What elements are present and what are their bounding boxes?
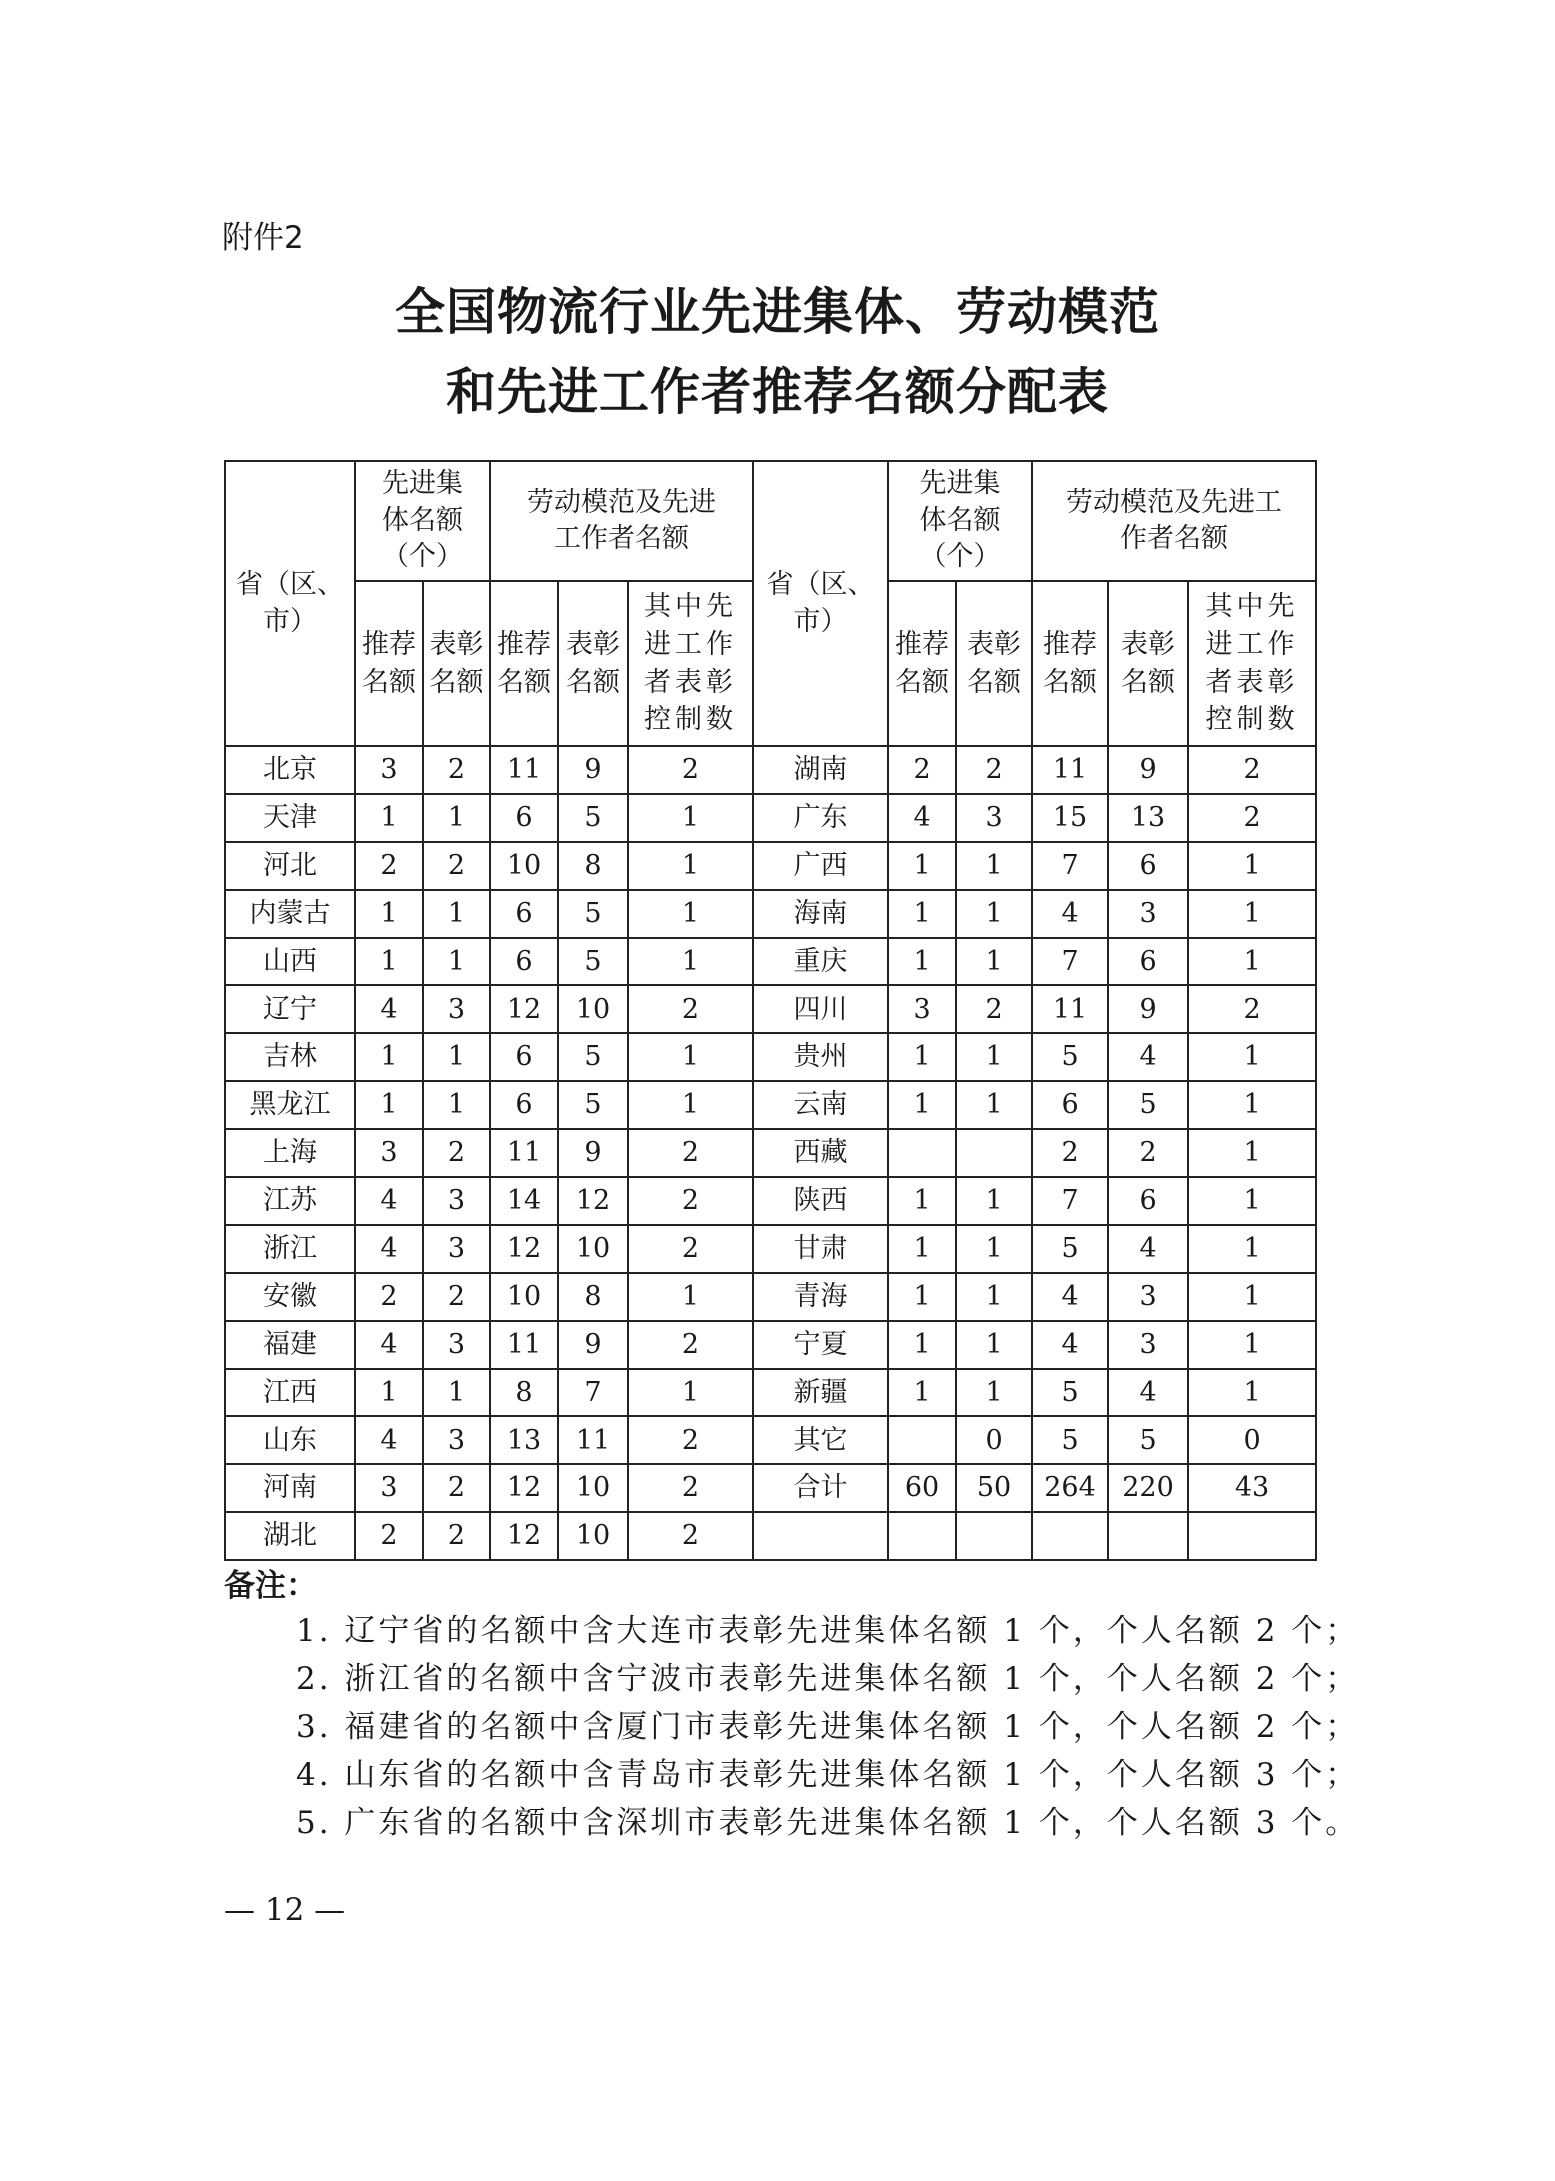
cell-left-region: 湖北 (225, 1512, 355, 1560)
cell-left-ctrl: 2 (628, 1512, 753, 1560)
cell-right-c-rec: 1 (888, 1321, 956, 1369)
cell-right-m-rec: 5 (1032, 1416, 1108, 1464)
header-collective-recommend-right: 推荐名额 (888, 581, 956, 746)
cell-left-m-com: 11 (558, 1416, 628, 1464)
cell-left-c-com: 3 (423, 985, 490, 1033)
cell-right-m-rec: 15 (1032, 794, 1108, 842)
cell-right-region: 云南 (753, 1081, 888, 1129)
cell-right-c-com: 50 (956, 1464, 1032, 1512)
cell-right-c-com: 1 (956, 1177, 1032, 1225)
cell-right-ctrl: 1 (1188, 938, 1316, 986)
cell-right-c-com (956, 1512, 1032, 1560)
cell-right-c-rec (888, 1129, 956, 1177)
cell-right-m-com: 4 (1108, 1225, 1188, 1273)
cell-left-m-com: 9 (558, 746, 628, 794)
cell-left-region: 浙江 (225, 1225, 355, 1273)
cell-left-c-rec: 4 (355, 1321, 423, 1369)
cell-right-m-rec: 4 (1032, 1273, 1108, 1321)
cell-right-region: 贵州 (753, 1033, 888, 1081)
cell-right-m-rec: 11 (1032, 746, 1108, 794)
header-model-recommend-left: 推荐名额 (490, 581, 558, 746)
cell-left-region: 江苏 (225, 1177, 355, 1225)
cell-left-region: 上海 (225, 1129, 355, 1177)
cell-right-m-rec: 7 (1032, 1177, 1108, 1225)
cell-left-region: 辽宁 (225, 985, 355, 1033)
cell-right-c-com: 1 (956, 1033, 1032, 1081)
cell-right-c-com: 1 (956, 1369, 1032, 1417)
cell-right-m-com: 6 (1108, 938, 1188, 986)
cell-left-region: 北京 (225, 746, 355, 794)
cell-right-c-com: 2 (956, 985, 1032, 1033)
cell-right-c-com (956, 1129, 1032, 1177)
cell-left-c-rec: 1 (355, 1033, 423, 1081)
cell-right-m-rec: 264 (1032, 1464, 1108, 1512)
cell-right-c-rec: 1 (888, 890, 956, 938)
cell-left-region: 天津 (225, 794, 355, 842)
cell-right-m-com (1108, 1512, 1188, 1560)
table-row (225, 1321, 1316, 1369)
cell-right-ctrl: 1 (1188, 1225, 1316, 1273)
cell-left-c-rec: 1 (355, 938, 423, 986)
cell-left-ctrl: 1 (628, 1369, 753, 1417)
cell-right-c-com: 1 (956, 1321, 1032, 1369)
cell-right-region: 新疆 (753, 1369, 888, 1417)
cell-left-region: 福建 (225, 1321, 355, 1369)
cell-left-ctrl: 1 (628, 1033, 753, 1081)
cell-right-c-rec (888, 1512, 956, 1560)
header-region-right: 省（区、市） (753, 461, 888, 746)
table-row (225, 1129, 1316, 1177)
cell-right-c-com: 1 (956, 842, 1032, 890)
cell-right-m-com: 6 (1108, 842, 1188, 890)
cell-right-ctrl: 1 (1188, 842, 1316, 890)
cell-left-region: 安徽 (225, 1273, 355, 1321)
cell-right-m-com: 4 (1108, 1033, 1188, 1081)
cell-right-c-rec: 1 (888, 1081, 956, 1129)
cell-left-m-com: 9 (558, 1321, 628, 1369)
document-title-line-2: 和先进工作者推荐名额分配表 (446, 363, 1109, 421)
cell-left-c-rec: 1 (355, 1369, 423, 1417)
cell-right-m-com: 4 (1108, 1369, 1188, 1417)
cell-right-c-com: 0 (956, 1416, 1032, 1464)
cell-left-m-rec: 14 (490, 1177, 558, 1225)
table-row (225, 1225, 1316, 1273)
cell-left-m-rec: 13 (490, 1416, 558, 1464)
cell-left-region: 山东 (225, 1416, 355, 1464)
cell-left-m-com: 9 (558, 1129, 628, 1177)
table-row (225, 1369, 1316, 1417)
note-item: 1. 辽宁省的名额中含大连市表彰先进集体名额 1 个，个人名额 2 个； (296, 1613, 1360, 1649)
cell-left-m-com: 10 (558, 1225, 628, 1273)
cell-right-region: 广西 (753, 842, 888, 890)
cell-left-m-rec: 10 (490, 842, 558, 890)
cell-left-m-rec: 12 (490, 985, 558, 1033)
cell-left-m-com: 12 (558, 1177, 628, 1225)
cell-right-m-com: 220 (1108, 1464, 1188, 1512)
cell-right-m-rec: 4 (1032, 890, 1108, 938)
cell-right-m-com: 5 (1108, 1081, 1188, 1129)
cell-left-c-rec: 4 (355, 1225, 423, 1273)
cell-right-c-com: 3 (956, 794, 1032, 842)
cell-left-c-com: 1 (423, 794, 490, 842)
table-row (225, 890, 1316, 938)
cell-left-c-com: 1 (423, 1369, 490, 1417)
note-item: 3. 福建省的名额中含厦门市表彰先进集体名额 1 个，个人名额 2 个； (296, 1709, 1360, 1745)
cell-right-c-com: 1 (956, 890, 1032, 938)
cell-left-c-rec: 1 (355, 794, 423, 842)
cell-right-ctrl: 1 (1188, 1129, 1316, 1177)
cell-left-m-rec: 6 (490, 938, 558, 986)
cell-right-c-com: 1 (956, 938, 1032, 986)
cell-left-m-com: 5 (558, 1033, 628, 1081)
cell-right-ctrl: 2 (1188, 794, 1316, 842)
header-collective-commend-left: 表彰名额 (423, 581, 490, 746)
cell-left-m-rec: 10 (490, 1273, 558, 1321)
cell-right-m-com: 6 (1108, 1177, 1188, 1225)
cell-right-region: 重庆 (753, 938, 888, 986)
cell-right-c-com: 1 (956, 1081, 1032, 1129)
cell-left-m-rec: 6 (490, 794, 558, 842)
cell-left-c-rec: 4 (355, 1177, 423, 1225)
cell-right-m-com: 3 (1108, 1273, 1188, 1321)
cell-right-c-rec: 1 (888, 842, 956, 890)
cell-left-m-com: 5 (558, 890, 628, 938)
cell-left-ctrl: 2 (628, 746, 753, 794)
cell-left-ctrl: 1 (628, 1081, 753, 1129)
table-row (225, 1464, 1316, 1512)
cell-left-c-com: 2 (423, 746, 490, 794)
cell-left-c-rec: 3 (355, 1464, 423, 1512)
cell-left-region: 吉林 (225, 1033, 355, 1081)
cell-left-region: 黑龙江 (225, 1081, 355, 1129)
cell-left-m-rec: 8 (490, 1369, 558, 1417)
cell-left-m-com: 7 (558, 1369, 628, 1417)
cell-right-c-rec: 1 (888, 1225, 956, 1273)
cell-right-ctrl: 1 (1188, 1033, 1316, 1081)
cell-right-m-com: 2 (1108, 1129, 1188, 1177)
cell-right-m-rec: 5 (1032, 1369, 1108, 1417)
cell-left-c-com: 2 (423, 1273, 490, 1321)
cell-right-region: 海南 (753, 890, 888, 938)
cell-left-region: 河南 (225, 1464, 355, 1512)
notes-title: 备注： (224, 1568, 317, 1604)
cell-left-ctrl: 1 (628, 1273, 753, 1321)
cell-left-c-com: 3 (423, 1225, 490, 1273)
cell-left-ctrl: 2 (628, 1177, 753, 1225)
cell-right-m-com: 13 (1108, 794, 1188, 842)
cell-left-m-com: 5 (558, 938, 628, 986)
cell-right-c-rec (888, 1416, 956, 1464)
header-model-commend-left: 表彰名额 (558, 581, 628, 746)
cell-right-m-rec: 4 (1032, 1321, 1108, 1369)
cell-left-m-com: 10 (558, 985, 628, 1033)
note-item: 4. 山东省的名额中含青岛市表彰先进集体名额 1 个，个人名额 3 个； (296, 1757, 1360, 1793)
header-model-recommend-right: 推荐名额 (1032, 581, 1108, 746)
cell-left-m-com: 5 (558, 1081, 628, 1129)
cell-right-m-rec: 5 (1032, 1033, 1108, 1081)
cell-right-region: 合计 (753, 1464, 888, 1512)
cell-right-c-com: 2 (956, 746, 1032, 794)
cell-right-c-rec: 1 (888, 1369, 956, 1417)
table-row (225, 985, 1316, 1033)
cell-left-ctrl: 1 (628, 794, 753, 842)
cell-right-ctrl (1188, 1512, 1316, 1560)
cell-left-c-rec: 4 (355, 1416, 423, 1464)
cell-left-region: 河北 (225, 842, 355, 890)
cell-left-c-rec: 2 (355, 1273, 423, 1321)
cell-right-m-rec: 7 (1032, 938, 1108, 986)
cell-right-m-com: 9 (1108, 985, 1188, 1033)
cell-left-ctrl: 1 (628, 890, 753, 938)
cell-left-c-com: 1 (423, 890, 490, 938)
table-row (225, 842, 1316, 890)
cell-left-c-com: 1 (423, 1081, 490, 1129)
cell-left-c-com: 2 (423, 1129, 490, 1177)
cell-right-ctrl: 1 (1188, 890, 1316, 938)
cell-left-c-com: 2 (423, 1512, 490, 1560)
table-row (225, 1273, 1316, 1321)
cell-left-ctrl: 2 (628, 1321, 753, 1369)
cell-left-m-rec: 12 (490, 1512, 558, 1560)
header-collective-commend-right: 表彰名额 (956, 581, 1032, 746)
cell-right-m-rec: 5 (1032, 1225, 1108, 1273)
cell-left-c-rec: 3 (355, 1129, 423, 1177)
cell-right-ctrl: 1 (1188, 1177, 1316, 1225)
header-control-right: 其中先进工作者表彰控制数 (1188, 581, 1316, 746)
cell-right-region: 甘肃 (753, 1225, 888, 1273)
header-collective-recommend-left: 推荐名额 (355, 581, 423, 746)
cell-left-c-rec: 1 (355, 1081, 423, 1129)
cell-right-region (753, 1512, 888, 1560)
header-collective-left: 先进集体名额（个） (355, 461, 490, 581)
cell-left-c-rec: 4 (355, 985, 423, 1033)
cell-left-m-rec: 11 (490, 1129, 558, 1177)
allocation-table (224, 460, 1317, 1561)
cell-left-m-com: 10 (558, 1464, 628, 1512)
cell-left-m-rec: 11 (490, 746, 558, 794)
cell-left-ctrl: 2 (628, 1225, 753, 1273)
cell-right-c-com: 1 (956, 1273, 1032, 1321)
header-model-left: 劳动模范及先进工作者名额 (490, 461, 753, 581)
cell-left-region: 江西 (225, 1369, 355, 1417)
document-title-line-1: 全国物流行业先进集体、劳动模范 (395, 283, 1160, 341)
header-region-left: 省（区、市） (225, 461, 355, 746)
cell-right-region: 湖南 (753, 746, 888, 794)
cell-right-m-rec: 11 (1032, 985, 1108, 1033)
cell-right-region: 广东 (753, 794, 888, 842)
cell-left-ctrl: 2 (628, 1416, 753, 1464)
cell-right-ctrl: 1 (1188, 1369, 1316, 1417)
cell-right-region: 青海 (753, 1273, 888, 1321)
cell-left-m-rec: 12 (490, 1225, 558, 1273)
cell-left-region: 内蒙古 (225, 890, 355, 938)
cell-left-c-com: 1 (423, 1033, 490, 1081)
cell-right-c-com: 1 (956, 1225, 1032, 1273)
cell-right-ctrl: 1 (1188, 1081, 1316, 1129)
cell-left-m-com: 10 (558, 1512, 628, 1560)
cell-right-c-rec: 4 (888, 794, 956, 842)
table-row (225, 746, 1316, 794)
cell-left-c-com: 2 (423, 1464, 490, 1512)
cell-right-m-com: 3 (1108, 890, 1188, 938)
cell-left-c-com: 3 (423, 1416, 490, 1464)
cell-right-region: 西藏 (753, 1129, 888, 1177)
cell-right-m-rec: 6 (1032, 1081, 1108, 1129)
cell-right-ctrl: 0 (1188, 1416, 1316, 1464)
table-row (225, 1512, 1316, 1560)
cell-right-ctrl: 2 (1188, 746, 1316, 794)
page-number: — 12 — (224, 1892, 346, 1928)
attachment-label: 附件2 (222, 220, 304, 256)
cell-right-m-com: 3 (1108, 1321, 1188, 1369)
cell-left-m-rec: 11 (490, 1321, 558, 1369)
cell-left-c-com: 3 (423, 1177, 490, 1225)
table-row (225, 1081, 1316, 1129)
cell-right-ctrl: 1 (1188, 1273, 1316, 1321)
cell-right-m-com: 5 (1108, 1416, 1188, 1464)
cell-left-c-com: 3 (423, 1321, 490, 1369)
cell-right-ctrl: 1 (1188, 1321, 1316, 1369)
cell-left-ctrl: 2 (628, 1129, 753, 1177)
header-collective-right: 先进集体名额（个） (888, 461, 1032, 581)
cell-left-region: 山西 (225, 938, 355, 986)
cell-left-c-rec: 1 (355, 890, 423, 938)
note-item: 2. 浙江省的名额中含宁波市表彰先进集体名额 1 个，个人名额 2 个； (296, 1661, 1360, 1697)
header-model-right: 劳动模范及先进工作者名额 (1032, 461, 1316, 581)
table-row (225, 1177, 1316, 1225)
header-model-commend-right: 表彰名额 (1108, 581, 1188, 746)
cell-left-ctrl: 2 (628, 1464, 753, 1512)
cell-right-region: 四川 (753, 985, 888, 1033)
cell-right-c-rec: 3 (888, 985, 956, 1033)
cell-left-c-com: 1 (423, 938, 490, 986)
cell-right-ctrl: 43 (1188, 1464, 1316, 1512)
cell-left-c-rec: 2 (355, 1512, 423, 1560)
table-row (225, 794, 1316, 842)
cell-left-m-rec: 6 (490, 1033, 558, 1081)
cell-right-region: 宁夏 (753, 1321, 888, 1369)
cell-right-m-com: 9 (1108, 746, 1188, 794)
cell-left-m-rec: 6 (490, 890, 558, 938)
cell-left-ctrl: 1 (628, 938, 753, 986)
cell-left-m-com: 8 (558, 1273, 628, 1321)
cell-left-ctrl: 2 (628, 985, 753, 1033)
cell-right-m-rec (1032, 1512, 1108, 1560)
cell-left-m-com: 8 (558, 842, 628, 890)
cell-left-c-rec: 2 (355, 842, 423, 890)
cell-right-c-rec: 1 (888, 1273, 956, 1321)
cell-right-m-rec: 7 (1032, 842, 1108, 890)
table-row (225, 1416, 1316, 1464)
cell-right-c-rec: 2 (888, 746, 956, 794)
cell-right-region: 陕西 (753, 1177, 888, 1225)
cell-left-m-com: 5 (558, 794, 628, 842)
note-item: 5. 广东省的名额中含深圳市表彰先进集体名额 1 个，个人名额 3 个。 (296, 1805, 1360, 1841)
cell-left-m-rec: 6 (490, 1081, 558, 1129)
header-control-left: 其中先进工作者表彰控制数 (628, 581, 753, 746)
cell-right-c-rec: 1 (888, 1033, 956, 1081)
cell-right-ctrl: 2 (1188, 985, 1316, 1033)
table-row (225, 938, 1316, 986)
cell-right-m-rec: 2 (1032, 1129, 1108, 1177)
cell-right-c-rec: 1 (888, 938, 956, 986)
cell-left-c-com: 2 (423, 842, 490, 890)
cell-right-region: 其它 (753, 1416, 888, 1464)
cell-right-c-rec: 60 (888, 1464, 956, 1512)
cell-left-ctrl: 1 (628, 842, 753, 890)
cell-left-m-rec: 12 (490, 1464, 558, 1512)
notes-section (224, 1560, 1360, 1847)
cell-left-c-rec: 3 (355, 746, 423, 794)
cell-right-c-rec: 1 (888, 1177, 956, 1225)
table-row (225, 1033, 1316, 1081)
